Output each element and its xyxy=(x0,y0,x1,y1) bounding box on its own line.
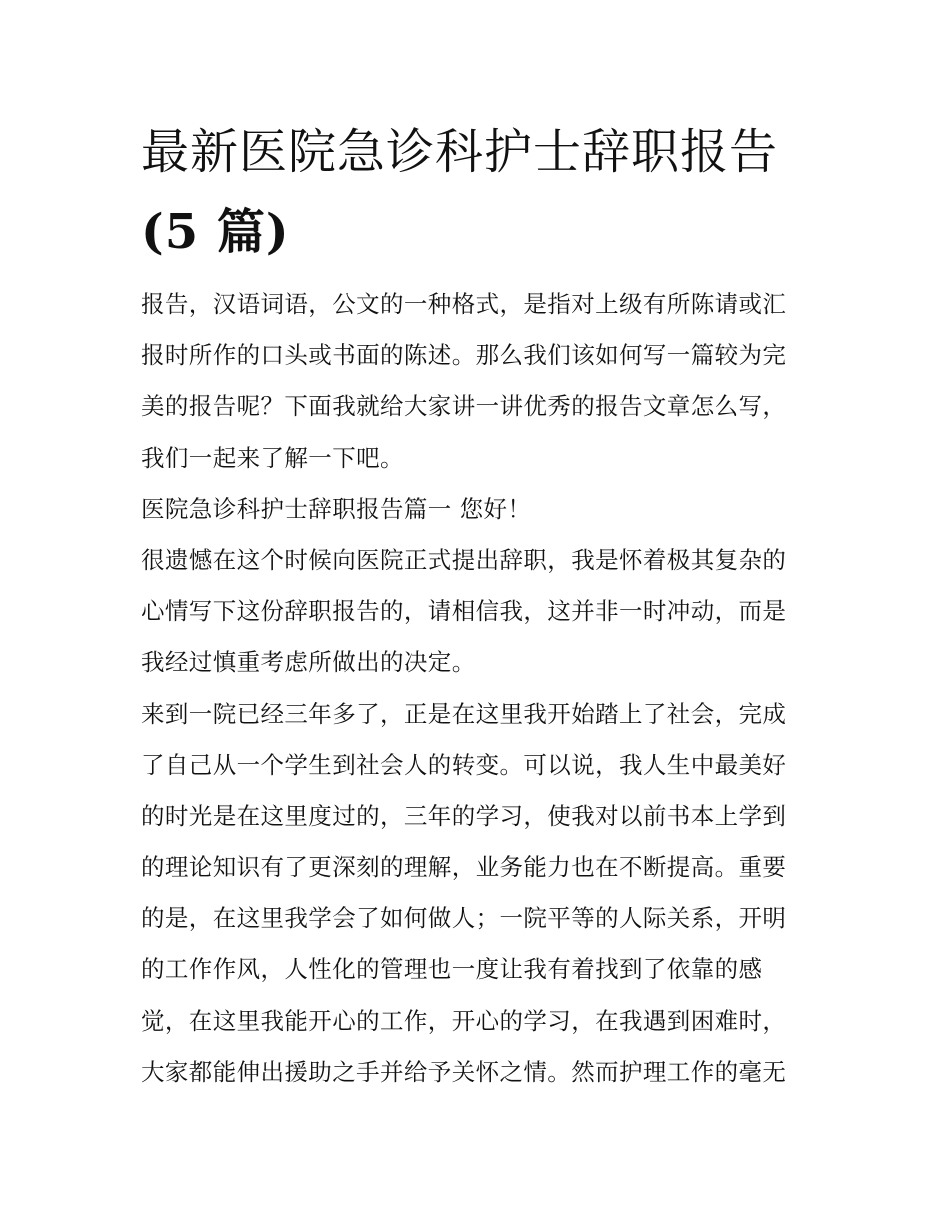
body-line: 的是，在这里我学会了如何做人；一院平等的人际关系，开明 xyxy=(141,904,787,933)
body-line: 我经过慎重考虑所做出的决定。 xyxy=(141,648,476,677)
body-line: 大家都能伸出援助之手并给予关怀之情。然而护理工作的毫无 xyxy=(141,1057,787,1086)
body-line: 报告，汉语词语，公文的一种格式，是指对上级有所陈请或汇 xyxy=(141,290,787,318)
document-title xyxy=(141,112,821,272)
body-line: 的理论知识有了更深刻的理解，业务能力也在不断提高。重要 xyxy=(141,853,787,882)
body-line: 美的报告呢？下面我就给大家讲一讲优秀的报告文章怎么写， xyxy=(141,392,787,421)
body-line: 的时光是在这里度过的，三年的学习，使我对以前书本上学到 xyxy=(141,801,787,830)
body-line: 觉，在这里我能开心的工作，开心的学习，在我遇到困难时， xyxy=(141,1006,787,1035)
section-heading: 医院急诊科护士辞职报告篇一 您好！ xyxy=(141,494,532,523)
title-line-2: (5 篇) xyxy=(141,204,290,260)
body-line: 心情写下这份辞职报告的，请相信我，这并非一时冲动，而是 xyxy=(141,597,787,626)
body-line: 报时所作的口头或书面的陈述。那么我们该如何写一篇较为完 xyxy=(141,341,787,370)
body-line: 了自己从一个学生到社会人的转变。可以说，我人生中最美好 xyxy=(141,750,787,779)
body-line: 我们一起来了解一下吧。 xyxy=(141,443,404,472)
body-line: 的工作作风，人性化的管理也一度让我有着找到了依靠的感 xyxy=(141,955,763,984)
body-line: 很遗憾在这个时候向医院正式提出辞职，我是怀着极其复杂的 xyxy=(141,545,787,574)
title-line-1: 最新医院急诊科护士辞职报告 xyxy=(141,124,779,180)
body-line: 来到一院已经三年多了，正是在这里我开始踏上了社会，完成 xyxy=(141,699,787,728)
document-body xyxy=(141,279,813,1098)
